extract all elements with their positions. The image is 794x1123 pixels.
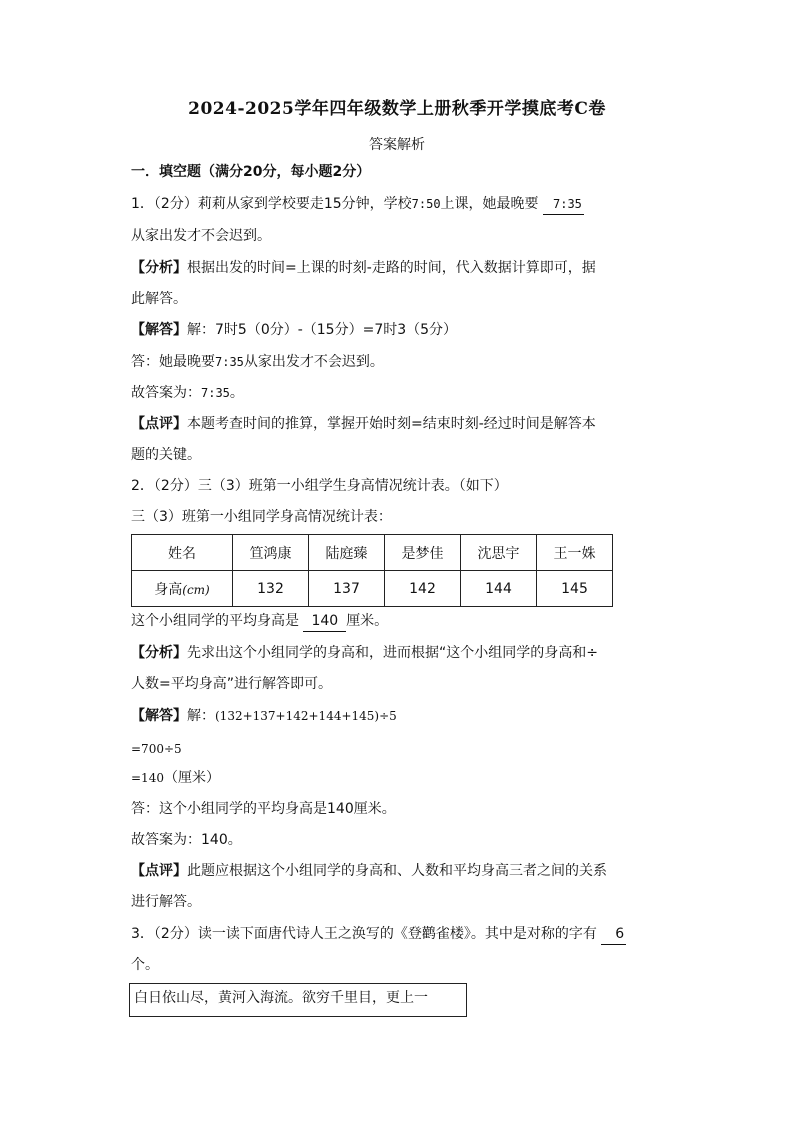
poem-box: 白日依山尽，黄河入海流。欲穷千里目，更上一 <box>129 983 467 1017</box>
q3-line2: 个。 <box>131 957 159 973</box>
q3-text: 3．（2分）读一读下面唐代诗人王之涣写的《登鹳雀楼》。其中是对称的字有 <box>131 926 597 942</box>
q1-analysis-tag: 【分析】 <box>131 260 187 276</box>
q1-analysis-l1 <box>131 258 596 278</box>
q1-solution-tag: 【解答】 <box>131 322 187 338</box>
q1-text2: 上课，她最晚要 <box>440 196 539 212</box>
q2-final: 故答案为：140。 <box>131 832 242 848</box>
q2-analysis-l1 <box>131 643 598 663</box>
q1-final-value: 7:35 <box>201 386 230 400</box>
table-name-cell: 王一姝 <box>537 535 613 571</box>
q1-solution <box>131 320 457 340</box>
table-height-cell: 145 <box>537 571 613 607</box>
q1-comment-l1 <box>131 414 596 434</box>
q2-step3-unit: （厘米） <box>163 770 220 786</box>
q2-solution-expr: (132+137+142+144+145)÷5 <box>215 709 397 723</box>
table-height-cell: 137 <box>309 571 385 607</box>
q2-solution <box>131 706 397 726</box>
q2-analysis-text: 先求出这个小组同学的身高和，进而根据“这个小组同学的身高和÷ <box>187 645 598 661</box>
table-name-cell: 陆庭臻 <box>309 535 385 571</box>
q1-class-time: 7:50 <box>411 197 441 211</box>
page-title: 2024-2025学年四年级数学上册秋季开学摸底考C卷 <box>188 99 606 119</box>
q1-answer-suffix: 从家出发才不会迟到。 <box>243 354 384 370</box>
q2-answer-blank: 140 <box>303 611 346 632</box>
q2-comment-tag: 【点评】 <box>131 863 187 879</box>
table-row-label <box>132 571 233 607</box>
q2-avg-prefix: 这个小组同学的平均身高是 <box>131 613 299 629</box>
row-label-unit: (cm) <box>182 582 210 597</box>
table-header-label: 姓名 <box>132 535 233 571</box>
q1-answer-time: 7:35 <box>215 355 244 369</box>
q1-final-prefix: 故答案为： <box>131 385 201 401</box>
q2-avg-line <box>131 611 388 632</box>
q1-line1 <box>131 194 584 215</box>
table-row <box>132 535 613 571</box>
q2-comment-l2: 进行解答。 <box>131 894 201 910</box>
q1-text: 1．（2分）莉莉从家到学校要走15分钟，学校 <box>131 196 412 212</box>
page-subtitle: 答案解析 <box>369 137 425 153</box>
q2-table-caption: 三（3）班第一小组同学身高情况统计表： <box>131 509 392 525</box>
height-table <box>131 534 613 607</box>
q1-answer-prefix: 答：她最晚要 <box>131 354 215 370</box>
q1-analysis-text: 根据出发的时间=上课的时刻-走路的时间，代入数据计算即可，据 <box>187 260 596 276</box>
q1-comment-l2: 题的关键。 <box>131 447 201 463</box>
q2-solution-prefix: 解： <box>187 708 215 724</box>
q1-analysis-l2: 此解答。 <box>131 291 187 307</box>
q2-step3 <box>131 768 220 788</box>
q2-analysis-tag: 【分析】 <box>131 645 187 661</box>
table-row <box>132 571 613 607</box>
q3-line1 <box>131 924 626 945</box>
q1-final-line <box>131 383 244 403</box>
q2-line1: 2．（2分）三（3）班第一小组学生身高情况统计表。（如下） <box>131 478 508 494</box>
q2-step3-expr: =140 <box>131 771 164 785</box>
q1-answer-line <box>131 352 384 372</box>
q1-answer-blank: 7:35 <box>543 194 584 215</box>
q1-solution-text: 解：7时5（0分）-（15分）=7时3（5分） <box>187 322 458 338</box>
q2-solution-tag: 【解答】 <box>131 708 187 724</box>
table-height-cell: 144 <box>461 571 537 607</box>
table-name-cell: 笪鸿康 <box>233 535 309 571</box>
q1-comment-tag: 【点评】 <box>131 416 187 432</box>
q2-analysis-l2: 人数=平均身高”进行解答即可。 <box>131 676 332 692</box>
q2-step2: =700÷5 <box>131 742 182 756</box>
q1-comment-text: 本题考查时间的推算，掌握开始时刻=结束时刻-经过时间是解答本 <box>187 416 596 432</box>
q1-line2: 从家出发才不会迟到。 <box>131 228 271 244</box>
q2-avg-suffix: 厘米。 <box>346 613 389 629</box>
table-name-cell: 沈思宇 <box>461 535 537 571</box>
section-heading: 一．填空题（满分20分，每小题2分） <box>131 164 371 180</box>
table-height-cell: 142 <box>385 571 461 607</box>
table-height-cell: 132 <box>233 571 309 607</box>
q2-answer: 答：这个小组同学的平均身高是140厘米。 <box>131 801 396 817</box>
q2-comment-l1 <box>131 861 607 881</box>
row-label-text: 身高 <box>154 581 183 598</box>
q1-final-suffix: 。 <box>229 385 244 401</box>
table-name-cell: 是梦佳 <box>385 535 461 571</box>
q2-comment-text: 此题应根据这个小组同学的身高和、人数和平均身高三者之间的关系 <box>187 863 607 879</box>
q3-answer-blank: 6 <box>601 924 626 945</box>
